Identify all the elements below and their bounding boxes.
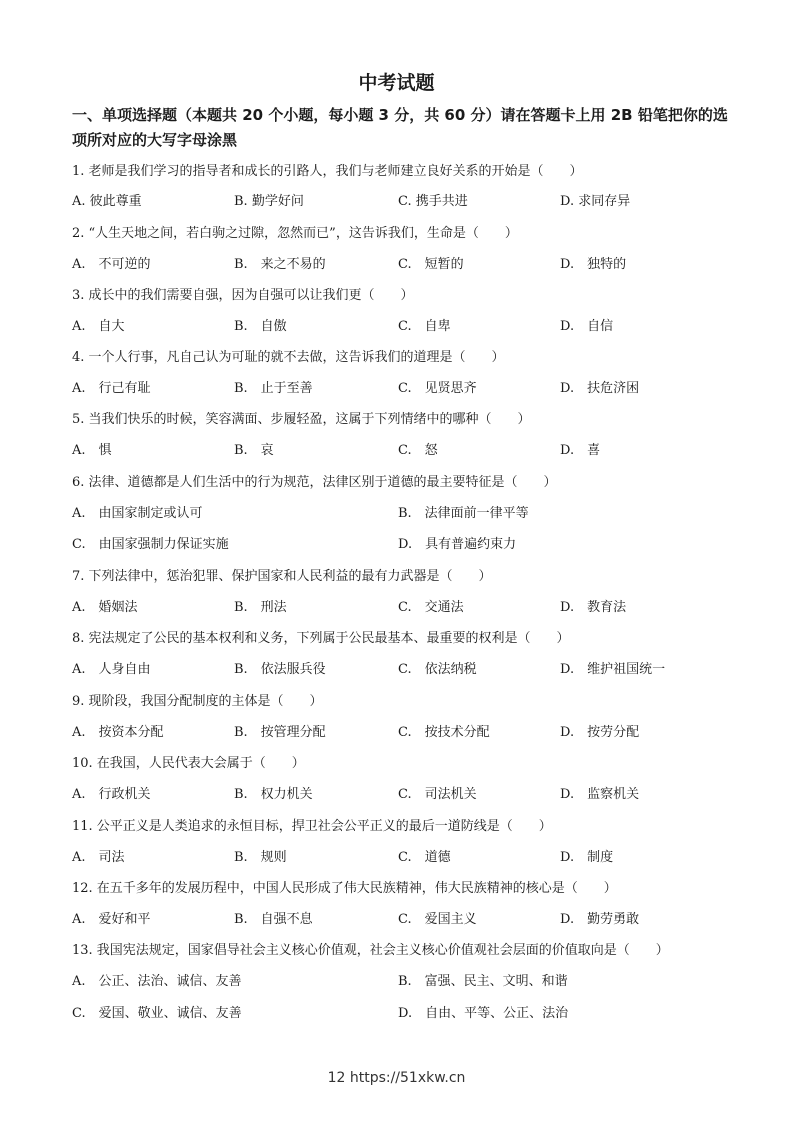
- question-7: 7. 下列法律中，惩治犯罪、保护国家和人民利益的最有力武器是（ ）: [72, 569, 492, 584]
- option: A. 公正、法治、诚信、友善: [72, 974, 242, 989]
- options-6-row2: [72, 533, 732, 553]
- options-13-row2: [72, 1002, 732, 1022]
- option: D. 监察机关: [560, 787, 640, 802]
- option: D. 喜: [560, 443, 601, 458]
- options-1: [72, 190, 732, 210]
- option: B. 规则: [234, 850, 287, 865]
- option: B. 依法服兵役: [234, 662, 326, 677]
- question-12: 12. 在五千多年的发展历程中，中国人民形成了伟大民族精神，伟大民族精神的核心是（ ）: [72, 881, 617, 896]
- option: C. 怒: [398, 443, 438, 458]
- question-11: 11. 公平正义是人类追求的永恒目标，捍卫社会公平正义的最后一道防线是（ ）: [72, 819, 552, 834]
- option: B. 法律面前一律平等: [398, 506, 529, 521]
- option: C. 短暂的: [398, 257, 464, 272]
- question-10: 10. 在我国，人民代表大会属于（ ）: [72, 756, 305, 771]
- options-9: [72, 721, 732, 741]
- options-3: [72, 315, 732, 335]
- option: C. 爱国主义: [398, 912, 477, 927]
- question-3: 3. 成长中的我们需要自强，因为自强可以让我们更（ ）: [72, 288, 414, 303]
- option: D. 勤劳勇敢: [560, 912, 640, 927]
- option: B. 刑法: [234, 600, 287, 615]
- option: A. 婚姻法: [72, 600, 138, 615]
- option: B. 止于至善: [234, 381, 313, 396]
- option: C. 依法纳税: [398, 662, 477, 677]
- option: B. 勤学好问: [234, 194, 304, 209]
- option: A. 由国家制定或认可: [72, 506, 203, 521]
- question-9: 9. 现阶段，我国分配制度的主体是（ ）: [72, 694, 323, 709]
- section-heading: 一、单项选择题（本题共 20 个小题，每小题 3 分，共 60 分）请在答题卡上用 2B 铅笔把你的选项所对应的大写字母涂黑: [72, 106, 728, 149]
- option: A. 不可逆的: [72, 257, 151, 272]
- option: B. 权力机关: [234, 787, 313, 802]
- option: C. 道德: [398, 850, 451, 865]
- option: A. 行己有耻: [72, 381, 151, 396]
- options-5: [72, 439, 732, 459]
- page-footer: 12 https://51xkw.cn: [327, 1070, 466, 1086]
- option: C. 自卑: [398, 319, 451, 334]
- option: B. 来之不易的: [234, 257, 326, 272]
- option: D. 自信: [560, 319, 614, 334]
- option: C. 爱国、敬业、诚信、友善: [72, 1006, 242, 1021]
- options-11: [72, 846, 732, 866]
- options-7: [72, 596, 732, 616]
- option: A. 行政机关: [72, 787, 151, 802]
- option: B. 哀: [234, 443, 274, 458]
- option: C. 司法机关: [398, 787, 477, 802]
- option: C. 携手共进: [398, 194, 468, 209]
- option: D. 制度: [560, 850, 614, 865]
- option: A. 自大: [72, 319, 125, 334]
- question-5: 5. 当我们快乐的时候，笑容满面、步履轻盈，这属于下列情绪中的哪种（ ）: [72, 412, 531, 427]
- option: A. 按资本分配: [72, 725, 164, 740]
- options-12: [72, 908, 732, 928]
- options-8: [72, 658, 732, 678]
- option: D. 按劳分配: [560, 725, 640, 740]
- question-2: 2. “人生天地之间，若白驹之过隙，忽然而已”，这告诉我们，生命是（ ）: [72, 226, 518, 241]
- options-6: [72, 502, 732, 522]
- option: D. 教育法: [560, 600, 627, 615]
- option: C. 按技术分配: [398, 725, 490, 740]
- option: A. 爱好和平: [72, 912, 151, 927]
- option: A. 彼此尊重: [72, 194, 142, 209]
- option: C. 见贤思齐: [398, 381, 477, 396]
- option: B. 按管理分配: [234, 725, 326, 740]
- option: C. 交通法: [398, 600, 464, 615]
- option: D. 具有普遍约束力: [398, 537, 517, 552]
- question-4: 4. 一个人行事，凡自己认为可耻的就不去做，这告诉我们的道理是（ ）: [72, 350, 505, 365]
- options-13: [72, 970, 732, 990]
- question-13: 13. 我国宪法规定，国家倡导社会主义核心价值观，社会主义核心价值观社会层面的价值取向是（ ）: [72, 943, 669, 958]
- option: A. 惧: [72, 443, 112, 458]
- question-8: 8. 宪法规定了公民的基本权利和义务，下列属于公民最基本、最重要的权利是（ ）: [72, 631, 570, 646]
- options-10: [72, 783, 732, 803]
- page-title: 中考试题: [358, 72, 435, 94]
- option: D. 独特的: [560, 257, 627, 272]
- option: B. 自强不息: [234, 912, 313, 927]
- option: B. 富强、民主、文明、和谐: [398, 974, 568, 989]
- option: D. 维护祖国统一: [560, 662, 666, 677]
- option: C. 由国家强制力保证实施: [72, 537, 229, 552]
- option: B. 自傲: [234, 319, 287, 334]
- option: D. 求同存异: [560, 194, 631, 209]
- question-6: 6. 法律、道德都是人们生活中的行为规范，法律区别于道德的最主要特征是（ ）: [72, 475, 557, 490]
- option: A. 司法: [72, 850, 125, 865]
- options-4: [72, 377, 732, 397]
- option: D. 扶危济困: [560, 381, 640, 396]
- option: D. 自由、平等、公正、法治: [398, 1006, 569, 1021]
- question-1: 1. 老师是我们学习的指导者和成长的引路人，我们与老师建立良好关系的开始是（ ）: [72, 164, 583, 179]
- options-2: [72, 253, 732, 273]
- option: A. 人身自由: [72, 662, 151, 677]
